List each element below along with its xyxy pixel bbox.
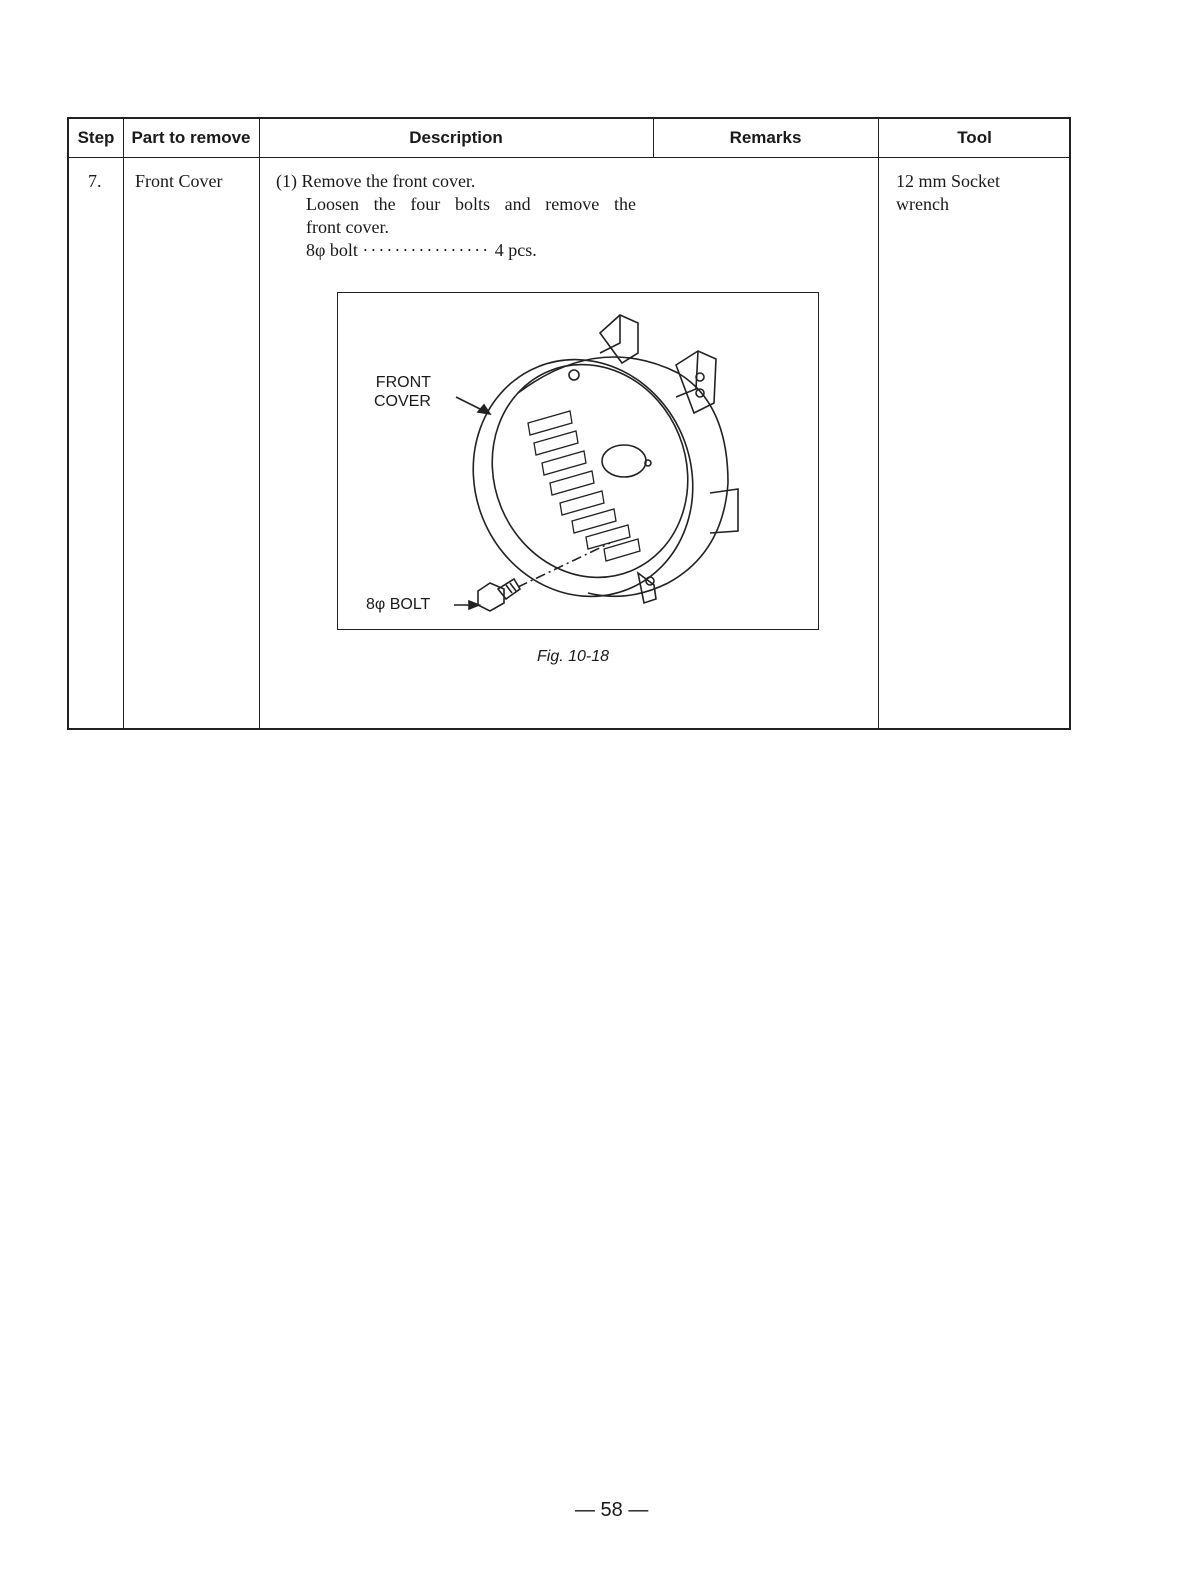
instruction-word: and bbox=[504, 194, 531, 214]
instruction-word: Loosen bbox=[306, 194, 359, 214]
instruction-word: the bbox=[613, 194, 636, 214]
label-front-cover bbox=[374, 373, 431, 411]
column-divider bbox=[878, 119, 879, 728]
step-number: 7. bbox=[88, 171, 102, 191]
instruction-word: the bbox=[373, 194, 396, 214]
header-remarks: Remarks bbox=[729, 128, 802, 147]
stator-slots bbox=[528, 411, 640, 561]
header-tool: Tool bbox=[957, 128, 992, 147]
front-cover-illustration bbox=[338, 293, 818, 629]
header-description: Description bbox=[409, 128, 503, 147]
tool-line: wrench bbox=[896, 194, 949, 214]
part-name: Front Cover bbox=[135, 171, 223, 191]
description-step: (1) Remove the front cover. bbox=[276, 171, 476, 191]
bearing-boss bbox=[602, 445, 646, 477]
dot-leader: ················ bbox=[362, 240, 491, 260]
part-item-name: 8φ bolt bbox=[306, 240, 358, 260]
header-step: Step bbox=[77, 128, 115, 147]
header-divider bbox=[69, 157, 1069, 158]
bolt-part bbox=[478, 579, 520, 611]
label-cover: COVER bbox=[374, 393, 431, 410]
page-number: — 58 — bbox=[575, 1499, 649, 1521]
label-bolt: 8φ BOLT bbox=[366, 596, 431, 613]
description-text bbox=[276, 170, 636, 262]
housing-outer-ring bbox=[438, 326, 728, 629]
parts-list-item bbox=[276, 239, 636, 262]
description-instruction bbox=[276, 193, 636, 216]
instruction-word: remove bbox=[545, 194, 600, 214]
description-instruction-cont: front cover. bbox=[306, 217, 389, 237]
column-divider bbox=[259, 119, 260, 728]
figure-frame bbox=[337, 292, 819, 630]
figure-caption: Fig. 10-18 bbox=[537, 648, 610, 665]
description-instruction-line bbox=[306, 193, 636, 216]
header-part-to-remove: Part to remove bbox=[131, 128, 251, 147]
mounting-lug-top bbox=[600, 315, 638, 363]
tool-line: 12 mm Socket bbox=[896, 171, 1000, 191]
part-item-qty: 4 pcs. bbox=[494, 240, 537, 260]
instruction-word: four bbox=[410, 194, 441, 214]
tool-text bbox=[896, 170, 1000, 216]
instruction-word: bolts bbox=[454, 194, 490, 214]
column-divider bbox=[123, 119, 124, 728]
label-front: FRONT bbox=[375, 374, 431, 391]
bolt-assembly-line bbox=[518, 543, 610, 587]
